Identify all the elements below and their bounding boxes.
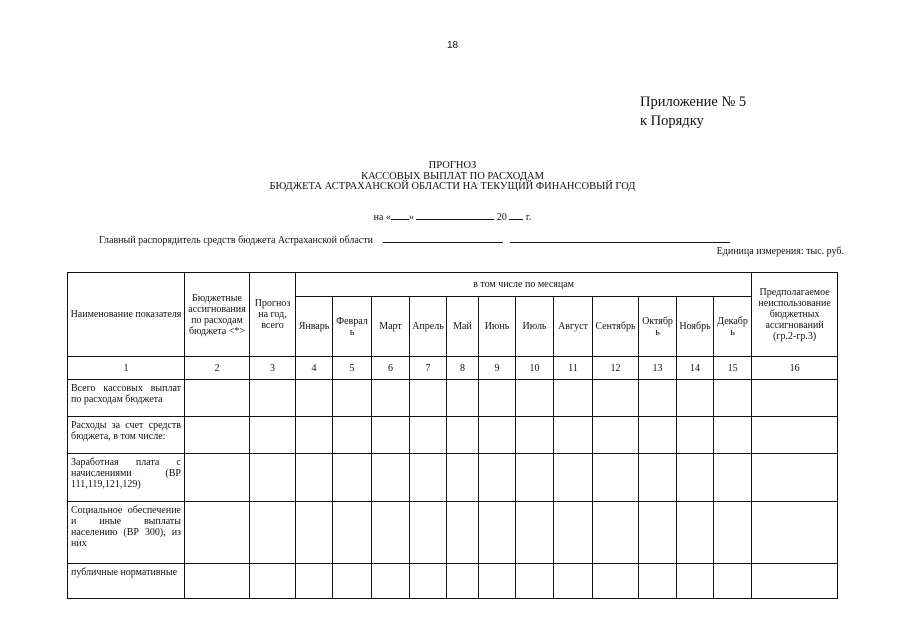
- data-cell[interactable]: [447, 564, 479, 599]
- manager-code-blank: [510, 233, 730, 243]
- data-cell[interactable]: [296, 417, 333, 454]
- units-label: Единица измерения: тыс. руб.: [716, 246, 844, 257]
- data-cell[interactable]: [296, 564, 333, 599]
- header-month-apr: Апрель: [410, 297, 447, 357]
- data-cell[interactable]: [714, 454, 752, 502]
- table-row: [68, 564, 838, 599]
- data-cell[interactable]: [410, 564, 447, 599]
- data-cell[interactable]: [185, 564, 250, 599]
- data-cell[interactable]: [516, 564, 554, 599]
- data-cell[interactable]: [554, 454, 593, 502]
- data-cell[interactable]: [752, 380, 838, 417]
- column-number: 8: [447, 357, 479, 380]
- data-cell[interactable]: [447, 454, 479, 502]
- data-cell[interactable]: [250, 502, 296, 564]
- data-cell[interactable]: [185, 380, 250, 417]
- data-cell[interactable]: [296, 380, 333, 417]
- table-row: [68, 502, 838, 564]
- column-number: 13: [639, 357, 677, 380]
- table-row: [68, 454, 838, 502]
- column-number: 12: [593, 357, 639, 380]
- data-cell[interactable]: [752, 454, 838, 502]
- data-cell[interactable]: [677, 380, 714, 417]
- header-month-dec: Декабрь: [714, 297, 752, 357]
- forecast-table: [67, 272, 838, 599]
- data-cell[interactable]: [479, 502, 516, 564]
- header-month-jul: Июль: [516, 297, 554, 357]
- data-cell[interactable]: [593, 564, 639, 599]
- header-budget: Бюджетные ассигнования по расходам бюджета <*>: [185, 273, 250, 357]
- data-cell[interactable]: [372, 417, 410, 454]
- data-cell[interactable]: [479, 417, 516, 454]
- data-cell[interactable]: [410, 417, 447, 454]
- data-cell[interactable]: [516, 380, 554, 417]
- data-cell[interactable]: [516, 417, 554, 454]
- day-blank: [391, 210, 409, 220]
- column-number-row: [68, 357, 838, 380]
- appendix-line-1: Приложение № 5: [640, 94, 747, 110]
- data-cell[interactable]: [593, 417, 639, 454]
- header-month-jun: Июнь: [479, 297, 516, 357]
- data-cell[interactable]: [752, 502, 838, 564]
- column-number: 11: [554, 357, 593, 380]
- data-cell[interactable]: [677, 454, 714, 502]
- data-cell[interactable]: [714, 380, 752, 417]
- page-number: 18: [446, 40, 459, 51]
- date-day-close: »: [408, 212, 414, 223]
- header-by-month: в том числе по месяцам: [296, 273, 752, 297]
- data-cell[interactable]: [372, 454, 410, 502]
- column-number: 16: [752, 357, 838, 380]
- data-cell[interactable]: [333, 417, 372, 454]
- row-label: Расходы за счет средств бюджета, в том числе:: [68, 417, 185, 454]
- data-cell[interactable]: [447, 417, 479, 454]
- header-forecast: Прогноз на год, всего: [250, 273, 296, 357]
- data-cell[interactable]: [447, 502, 479, 564]
- title-line-1: ПРОГНОЗ: [428, 160, 477, 171]
- manager-name-blank: [383, 233, 503, 243]
- data-cell[interactable]: [677, 417, 714, 454]
- data-cell[interactable]: [250, 417, 296, 454]
- data-cell[interactable]: [185, 417, 250, 454]
- data-cell[interactable]: [250, 380, 296, 417]
- data-cell[interactable]: [479, 454, 516, 502]
- data-cell[interactable]: [714, 417, 752, 454]
- data-cell[interactable]: [639, 502, 677, 564]
- column-number: 4: [296, 357, 333, 380]
- data-cell[interactable]: [250, 564, 296, 599]
- data-cell[interactable]: [479, 564, 516, 599]
- column-number: 7: [410, 357, 447, 380]
- table-row: [68, 417, 838, 454]
- data-cell[interactable]: [639, 454, 677, 502]
- data-cell[interactable]: [250, 454, 296, 502]
- header-month-aug: Август: [554, 297, 593, 357]
- data-cell[interactable]: [714, 502, 752, 564]
- data-cell[interactable]: [554, 417, 593, 454]
- data-cell[interactable]: [593, 454, 639, 502]
- data-cell[interactable]: [639, 564, 677, 599]
- title-line-3: БЮДЖЕТА АСТРАХАНСКОЙ ОБЛАСТИ НА ТЕКУЩИЙ ФИНАНСОВЫЙ ГОД: [269, 181, 636, 192]
- title-line-2: КАССОВЫХ ВЫПЛАТ ПО РАСХОДАМ: [361, 170, 544, 182]
- data-cell[interactable]: [639, 417, 677, 454]
- data-cell[interactable]: [447, 380, 479, 417]
- date-line: [0, 210, 905, 223]
- document-title: [0, 161, 905, 193]
- data-cell[interactable]: [410, 502, 447, 564]
- column-number: 3: [250, 357, 296, 380]
- table-row: [68, 380, 838, 417]
- header-underspend: Предполагаемое неиспользование бюджетных ассигнований (гр.2-гр.3): [752, 273, 838, 357]
- header-month-sep: Сентябрь: [593, 297, 639, 357]
- data-cell[interactable]: [185, 502, 250, 564]
- budget-manager-line: [99, 233, 730, 246]
- header-month-oct: Октябрь: [639, 297, 677, 357]
- data-cell[interactable]: [333, 380, 372, 417]
- row-label: публичные нормативные: [68, 564, 185, 599]
- date-year-prefix: 20: [496, 212, 507, 223]
- column-number: 6: [372, 357, 410, 380]
- column-number: 14: [677, 357, 714, 380]
- data-cell[interactable]: [410, 454, 447, 502]
- appendix-reference: [640, 93, 746, 131]
- year-blank: [509, 210, 523, 220]
- data-cell[interactable]: [410, 380, 447, 417]
- data-cell[interactable]: [752, 417, 838, 454]
- data-cell[interactable]: [296, 454, 333, 502]
- data-cell[interactable]: [639, 380, 677, 417]
- header-month-mar: Март: [372, 297, 410, 357]
- column-number: 10: [516, 357, 554, 380]
- data-cell[interactable]: [516, 454, 554, 502]
- data-cell[interactable]: [185, 454, 250, 502]
- data-cell[interactable]: [554, 380, 593, 417]
- header-month-nov: Ноябрь: [677, 297, 714, 357]
- data-cell[interactable]: [333, 454, 372, 502]
- data-cell[interactable]: [516, 502, 554, 564]
- data-cell[interactable]: [593, 380, 639, 417]
- header-month-may: Май: [447, 297, 479, 357]
- data-cell[interactable]: [372, 564, 410, 599]
- data-cell[interactable]: [554, 564, 593, 599]
- data-cell[interactable]: [752, 564, 838, 599]
- column-number: 1: [68, 357, 185, 380]
- header-month-jan: Январь: [296, 297, 333, 357]
- header-month-feb: Февраль: [333, 297, 372, 357]
- column-number: 9: [479, 357, 516, 380]
- appendix-line-2: к Порядку: [640, 113, 704, 129]
- date-prefix: на «: [373, 212, 391, 223]
- header-name: Наименование показателя: [68, 273, 185, 357]
- data-cell[interactable]: [677, 502, 714, 564]
- data-cell[interactable]: [372, 380, 410, 417]
- data-cell[interactable]: [593, 502, 639, 564]
- column-number: 5: [333, 357, 372, 380]
- row-label: Всего кассовых выплат по расходам бюджета: [68, 380, 185, 417]
- month-blank: [416, 210, 494, 220]
- data-cell[interactable]: [714, 564, 752, 599]
- data-cell[interactable]: [677, 564, 714, 599]
- row-label: Социальное обеспечение и иные выплаты населению (ВР 300), из них: [68, 502, 185, 564]
- data-cell[interactable]: [372, 502, 410, 564]
- manager-label: Главный распорядитель средств бюджета Астраханской области: [99, 235, 373, 246]
- data-cell[interactable]: [554, 502, 593, 564]
- data-cell[interactable]: [296, 502, 333, 564]
- data-cell[interactable]: [479, 380, 516, 417]
- column-number: 15: [714, 357, 752, 380]
- data-cell[interactable]: [333, 502, 372, 564]
- data-cell[interactable]: [333, 564, 372, 599]
- column-number: 2: [185, 357, 250, 380]
- row-label: Заработная плата с начислениями (ВР 111,119,121,129): [68, 454, 185, 502]
- date-suffix: г.: [525, 212, 532, 223]
